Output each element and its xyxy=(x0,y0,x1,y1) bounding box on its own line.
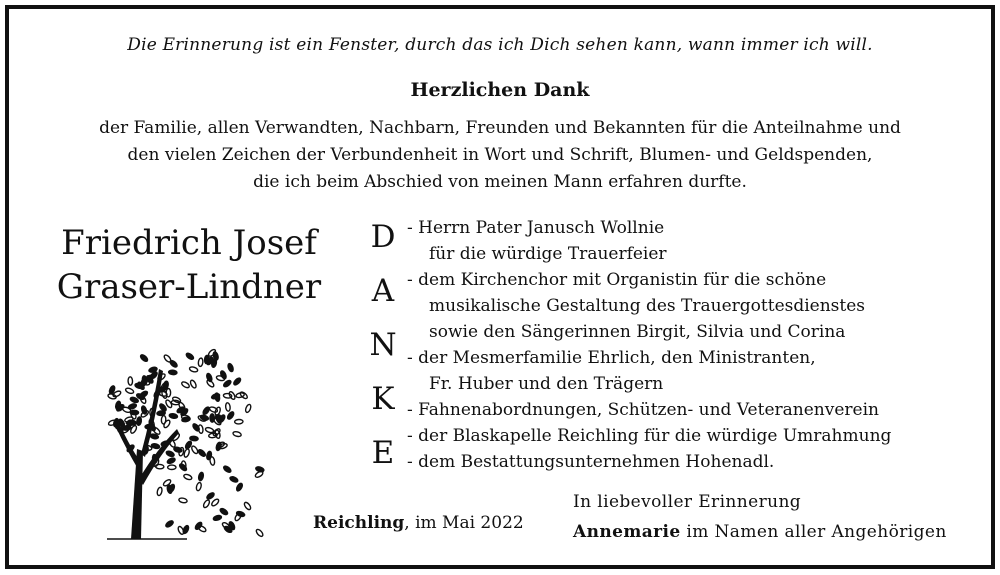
acrostic-letter: N xyxy=(369,327,397,363)
intro-line: die ich beim Abschied von meinen Mann erfahren durfte. xyxy=(253,172,747,192)
thanks-item-continuation: sowie den Sängerinnen Birgit, Silvia und Corina xyxy=(429,322,846,342)
thanks-list xyxy=(407,215,891,475)
acrostic-letter: K xyxy=(371,381,395,417)
thanks-item: - der Mesmerfamilie Ehrlich, den Ministranten, xyxy=(407,348,816,368)
signer-name: Annemarie xyxy=(573,522,681,542)
intro-line: der Familie, allen Verwandten, Nachbarn, Freunden und Bekannten für die Anteilnahme und xyxy=(99,118,901,138)
intro-text xyxy=(29,115,971,196)
signer-suffix: im Namen aller Angehörigen xyxy=(680,522,947,542)
danke-acrostic xyxy=(363,213,403,483)
date-text: , im Mai 2022 xyxy=(404,513,524,533)
memorial-quote: Die Erinnerung ist ein Fenster, durch das ich Dich sehen kann, wann immer ich will. xyxy=(127,35,873,55)
place-name: Reichling xyxy=(313,513,405,533)
thanks-item-continuation: musikalische Gestaltung des Trauergottesdienstes xyxy=(429,296,866,316)
thanks-item-continuation: Fr. Huber und den Trägern xyxy=(429,374,664,394)
thanks-item: - Herrn Pater Janusch Wollnie xyxy=(407,218,665,238)
thanks-item: - dem Kirchenchor mit Organistin für die schöne xyxy=(407,270,827,290)
tree-with-falling-leaves-icon xyxy=(97,329,267,544)
thanks-item: - dem Bestattungsunternehmen Hohenadl. xyxy=(407,452,775,472)
closing-line: In liebevoller Erinnerung xyxy=(573,492,802,512)
acrostic-letter: D xyxy=(370,219,396,255)
signer-line xyxy=(573,517,947,547)
deceased-name xyxy=(29,221,349,309)
thanks-item-continuation: für die würdige Trauerfeier xyxy=(429,244,667,264)
acrostic-letter: A xyxy=(371,273,395,309)
deceased-surname: Graser-Lindner xyxy=(56,267,322,307)
intro-line: den vielen Zeichen der Verbundenheit in Wort und Schrift, Blumen- und Geldspenden, xyxy=(127,145,873,165)
thanks-item: - Fahnenabordnungen, Schützen- und Veteranenverein xyxy=(407,400,879,420)
thanks-item: - der Blaskapelle Reichling für die würdige Umrahmung xyxy=(407,426,892,446)
thanks-heading: Herzlichen Dank xyxy=(410,79,590,101)
closing-signature xyxy=(573,487,947,547)
deceased-first-names: Friedrich Josef xyxy=(61,223,317,263)
obituary-notice xyxy=(5,5,995,569)
place-and-date xyxy=(313,513,524,533)
acrostic-letter: E xyxy=(371,435,395,471)
